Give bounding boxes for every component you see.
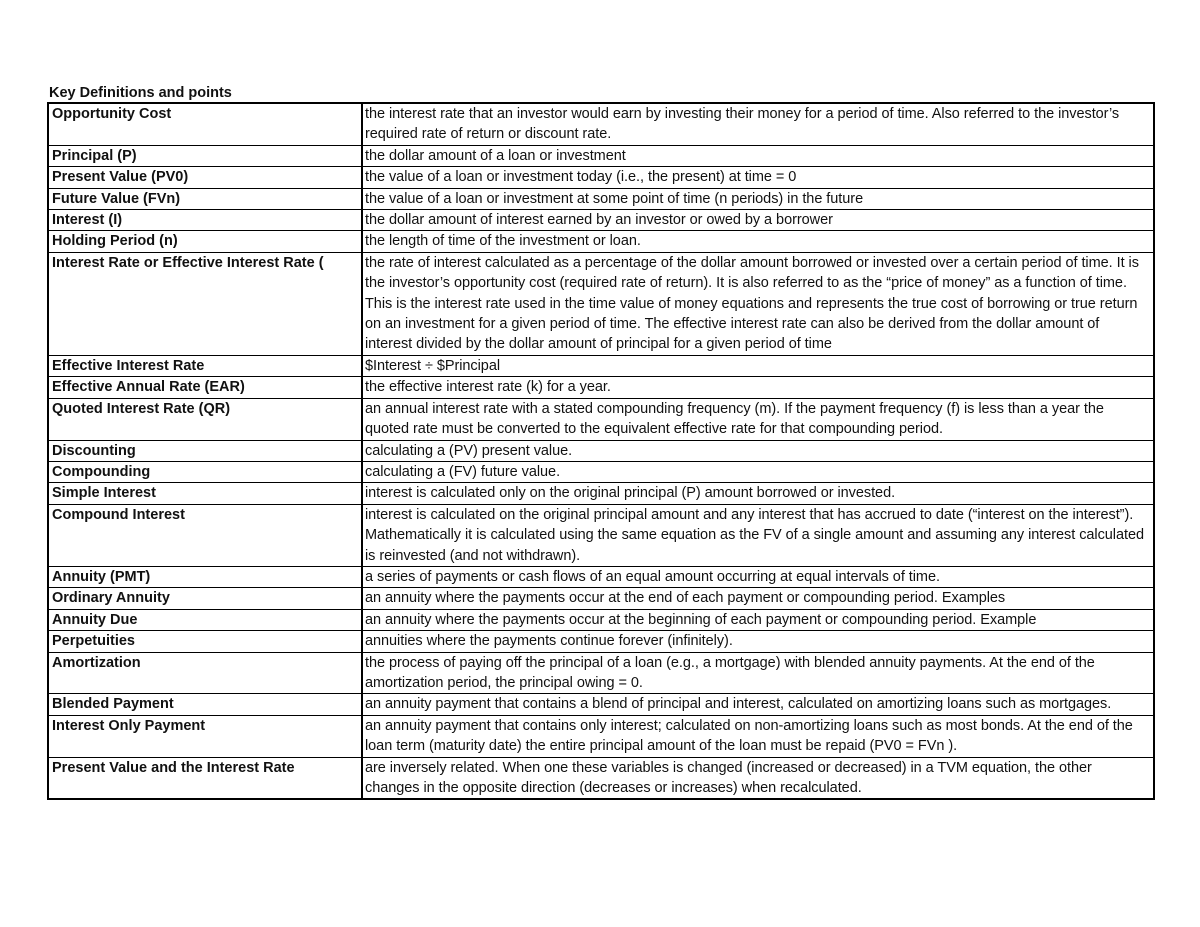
definition-cell: the rate of interest calculated as a percentage of the dollar amount borrowed or invested over a certain period of time. It is the investor’s opportunity cost (required rate of return). It is also referred to as the “price of money” as a function of time. This is the interest rate used in the time value of money equations and represents the true cost of borrowing or true return on an investment for a given period of time. The effective interest rate can also be derived from the dollar amount of interest divided by the dollar amount of principal for a given period of time (362, 252, 1154, 355)
definition-cell: $Interest ÷ $Principal (362, 355, 1154, 376)
term-cell: Amortization (48, 652, 362, 694)
term-cell: Quoted Interest Rate (QR) (48, 398, 362, 440)
term-cell: Interest Only Payment (48, 715, 362, 757)
definition-cell: calculating a (PV) present value. (362, 440, 1154, 461)
term-cell: Interest Rate or Effective Interest Rate ( (48, 252, 362, 355)
definition-cell: interest is calculated only on the original principal (P) amount borrowed or invested. (362, 483, 1154, 504)
definition-cell: an annuity where the payments occur at the beginning of each payment or compounding period. Example (362, 609, 1154, 630)
term-cell: Holding Period (n) (48, 231, 362, 252)
definition-cell: a series of payments or cash flows of an equal amount occurring at equal intervals of time. (362, 566, 1154, 587)
table-row (48, 252, 1154, 355)
table-row (48, 103, 1154, 145)
term-cell: Present Value and the Interest Rate (48, 757, 362, 799)
definition-cell: the interest rate that an investor would earn by investing their money for a period of time. Also referred to the investor’s required rate of return or discount rate. (362, 103, 1154, 145)
term-cell: Annuity (PMT) (48, 566, 362, 587)
term-cell: Future Value (FVn) (48, 188, 362, 209)
term-cell: Effective Annual Rate (EAR) (48, 377, 362, 398)
definition-cell: are inversely related. When one these variables is changed (increased or decreased) in a TVM equation, the other changes in the opposite direction (decreases or increases) when recalculated. (362, 757, 1154, 799)
document-title: Key Definitions and points (49, 85, 232, 101)
definition-cell: the value of a loan or investment today (i.e., the present) at time = 0 (362, 167, 1154, 188)
term-cell: Perpetuities (48, 631, 362, 652)
definition-cell: an annuity payment that contains a blend of principal and interest, calculated on amortizing loans such as mortgages. (362, 694, 1154, 715)
definition-cell: annuities where the payments continue forever (infinitely). (362, 631, 1154, 652)
term-cell: Interest (I) (48, 210, 362, 231)
term-cell: Simple Interest (48, 483, 362, 504)
definition-cell: the dollar amount of interest earned by an investor or owed by a borrower (362, 210, 1154, 231)
table-row (48, 715, 1154, 757)
table-row (48, 631, 1154, 652)
term-cell: Opportunity Cost (48, 103, 362, 145)
term-cell: Annuity Due (48, 609, 362, 630)
definitions-table-body (48, 103, 1154, 799)
definition-cell: an annuity where the payments occur at the end of each payment or compounding period. Examples (362, 588, 1154, 609)
table-row (48, 231, 1154, 252)
definition-cell: an annual interest rate with a stated compounding frequency (m). If the payment frequency (f) is less than a year the quoted rate must be converted to the equivalent effective rate for that compounding period. (362, 398, 1154, 440)
term-cell: Compound Interest (48, 504, 362, 566)
table-row (48, 167, 1154, 188)
definition-cell: the length of time of the investment or loan. (362, 231, 1154, 252)
term-cell: Present Value (PV0) (48, 167, 362, 188)
table-row (48, 398, 1154, 440)
table-row (48, 588, 1154, 609)
table-row (48, 145, 1154, 166)
table-row (48, 566, 1154, 587)
table-row (48, 210, 1154, 231)
term-cell: Effective Interest Rate (48, 355, 362, 376)
term-cell: Blended Payment (48, 694, 362, 715)
definitions-sheet (47, 84, 1153, 800)
table-row (48, 440, 1154, 461)
definition-cell: calculating a (FV) future value. (362, 461, 1154, 482)
definitions-table (47, 102, 1155, 800)
term-cell: Compounding (48, 461, 362, 482)
table-row (48, 757, 1154, 799)
term-cell: Ordinary Annuity (48, 588, 362, 609)
table-row (48, 694, 1154, 715)
term-cell: Principal (P) (48, 145, 362, 166)
definition-cell: interest is calculated on the original principal amount and any interest that has accrued to date (“interest on the interest”). Mathematically it is calculated using the same equation as the FV of a single amount and assuming any interest calculated is reinvested (and not withdrawn). (362, 504, 1154, 566)
table-row (48, 504, 1154, 566)
table-row (48, 188, 1154, 209)
table-row (48, 652, 1154, 694)
term-cell: Discounting (48, 440, 362, 461)
table-row (48, 355, 1154, 376)
table-row (48, 483, 1154, 504)
table-row (48, 609, 1154, 630)
definition-cell: the process of paying off the principal of a loan (e.g., a mortgage) with blended annuity payments. At the end of the amortization period, the principal owing = 0. (362, 652, 1154, 694)
definition-cell: the value of a loan or investment at some point of time (n periods) in the future (362, 188, 1154, 209)
table-row (48, 461, 1154, 482)
definition-cell: the effective interest rate (k) for a year. (362, 377, 1154, 398)
table-row (48, 377, 1154, 398)
definition-cell: the dollar amount of a loan or investment (362, 145, 1154, 166)
definition-cell: an annuity payment that contains only interest; calculated on non-amortizing loans such as most bonds. At the end of the loan term (maturity date) the entire principal amount of the loan must be repaid (PV0 = FVn ). (362, 715, 1154, 757)
